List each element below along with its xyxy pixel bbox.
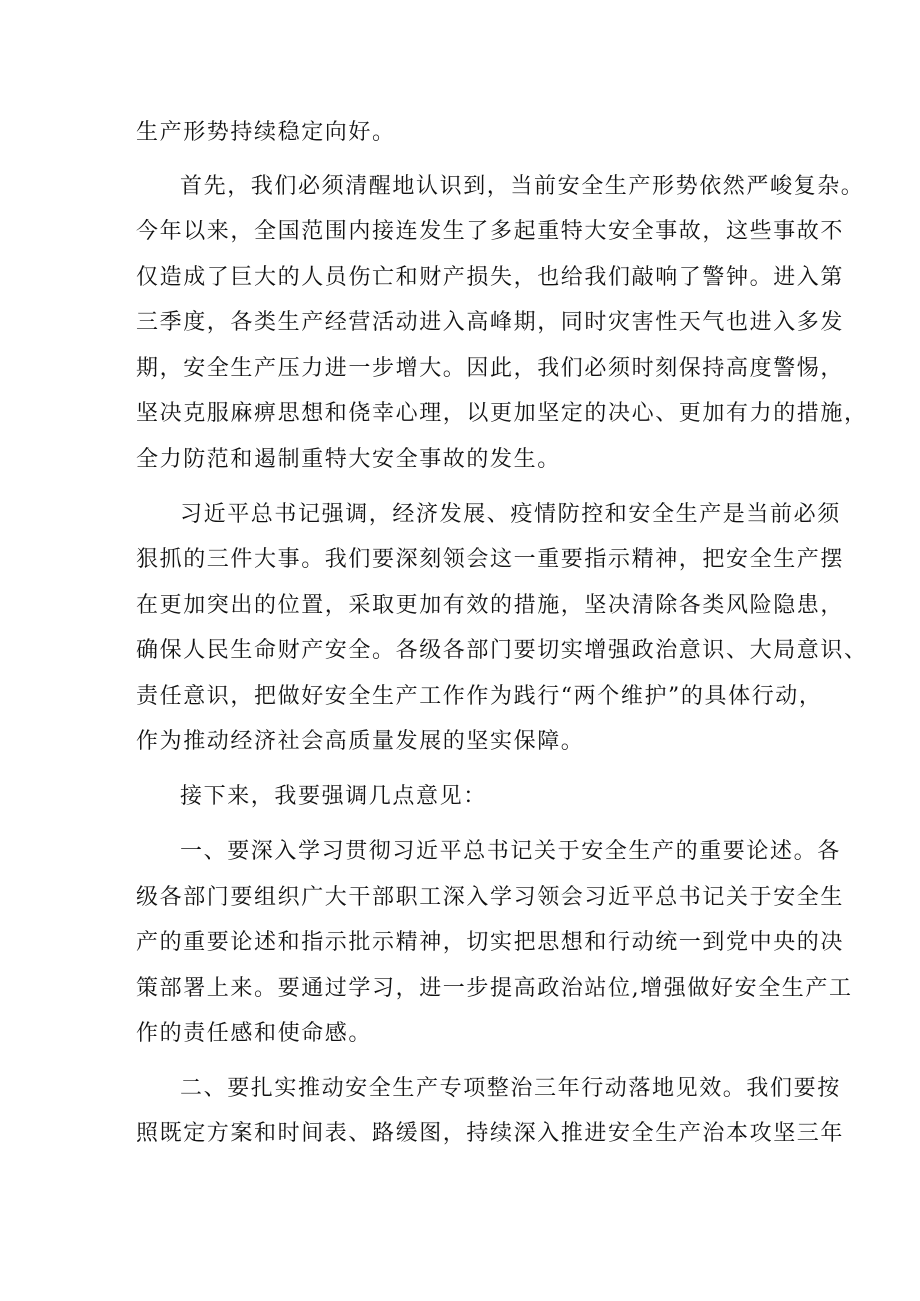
text-line: 在更加突出的位置，采取更加有效的措施，坚决清除各类风险隐患， [136,593,845,618]
text-line: 习近平总书记强调，经济发展、疫情防控和安全生产是当前必须 [180,502,841,527]
text-line: 首先，我们必须清醒地认识到，当前安全生产形势依然严峻复杂。 [180,174,865,199]
text-line: 确保人民生命财产安全。各级各部门要切实增强政治意识、大局意识、 [136,638,868,663]
text-line: 接下来，我要强调几点意见： [180,784,487,809]
text-line: 今年以来，全国范围内接连发生了多起重特大安全事故，这些事故不 [136,219,845,244]
text-line: 仅造成了巨大的人员伤亡和财产损失，也给我们敲响了警钟。进入第 [136,265,845,290]
text-line: 责任意识，把做好安全生产工作作为践行“两个维护”的具体行动， [136,684,823,709]
text-line: 坚决克服麻痹思想和侥幸心理，以更加坚定的决心、更加有力的措施， [136,401,868,426]
text-line: 策部署上来。要通过学习，进一步提高政治站位,增强做好安全生产工 [136,976,853,1001]
text-line: 级各部门要组织广大干部职工深入学习领会习近平总书记关于安全生 [136,885,845,910]
text-line: 照既定方案和时间表、路缓图，持续深入推进安全生产治本攻坚三年 [136,1121,845,1146]
text-line: 作的责任感和使命感。 [136,1021,373,1046]
text-line: 产的重要论述和指示批示精神，切实把思想和行动统一到党中央的决 [136,930,845,955]
text-line: 狠抓的三件大事。我们要深刻领会这一重要指示精神，把安全生产摆 [136,547,845,572]
text-line: 作为推动经济社会高质量发展的坚实保障。 [136,729,585,754]
text-line: 全力防范和遏制重特大安全事故的发生。 [136,447,561,472]
text-line: 一、要深入学习贯彻习近平总书记关于安全生产的重要论述。各 [180,839,841,864]
text-line: 生产形势持续稳定向好。 [136,120,396,145]
text-line: 期，安全生产压力进一步增大。因此，我们必须时刻保持高度警惕， [136,356,845,381]
text-line: 二、要扎实推动安全生产专项整治三年行动落地见效。我们要按 [180,1076,841,1101]
text-line: 三季度，各类生产经营活动进入高峰期，同时灾害性天气也进入多发 [136,310,845,335]
